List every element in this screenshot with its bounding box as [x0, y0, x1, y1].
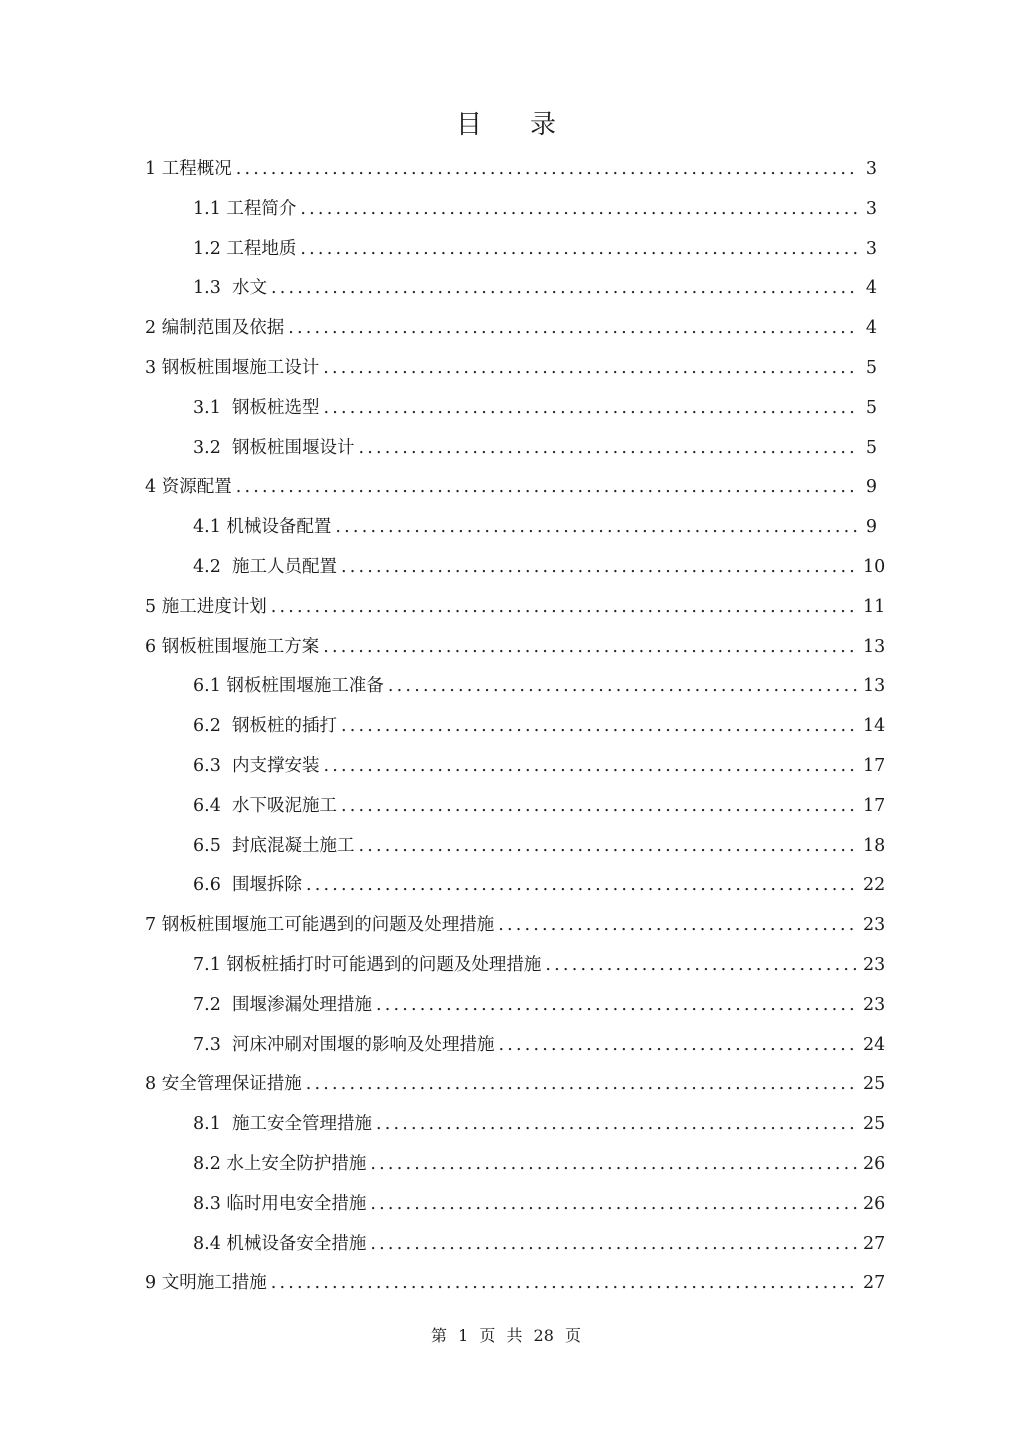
toc-entry-number: 4.1 — [193, 517, 227, 538]
toc-entry-page-number: 13 — [863, 636, 886, 657]
toc-entry-page-number: 3 — [865, 238, 877, 259]
toc-entry-label: 钢板桩的插打 — [231, 716, 337, 737]
toc-entry[interactable] — [145, 986, 886, 1026]
toc-entry-number: 8.2 — [193, 1153, 227, 1174]
toc-entry-page-number: 18 — [863, 835, 886, 856]
toc-entry-label: 钢板桩围堰施工设计 — [161, 357, 320, 378]
toc-entry-label: 工程简介 — [226, 198, 297, 219]
toc-entry-page-number: 11 — [863, 596, 886, 617]
toc-entry[interactable] — [145, 588, 886, 628]
toc-entry-label: 施工安全管理措施 — [231, 1114, 372, 1135]
toc-entry-page-number: 5 — [865, 397, 877, 418]
toc-dot-leader — [370, 1145, 859, 1185]
toc-entry-label: 河床冲刷对围堰的影响及处理措施 — [231, 1034, 495, 1055]
toc-dot-leader — [341, 707, 859, 747]
toc-dot-leader — [335, 508, 859, 548]
toc-entry-label: 钢板桩插打时可能遇到的问题及处理措施 — [226, 954, 542, 975]
toc-entry[interactable] — [145, 1264, 886, 1304]
toc-entry[interactable] — [145, 667, 886, 707]
toc-entry-page-number: 13 — [863, 676, 886, 697]
toc-entry-number: 2 — [145, 318, 162, 339]
toc-entry-number: 3.1 — [193, 397, 232, 418]
toc-entry-page-number: 22 — [863, 875, 886, 896]
toc-entry[interactable] — [145, 1225, 886, 1265]
toc-dot-leader — [358, 429, 859, 469]
toc-dot-leader — [300, 230, 859, 270]
toc-entry[interactable] — [145, 230, 877, 270]
toc-entry-page-number: 10 — [863, 556, 886, 577]
toc-entry-label: 水文 — [231, 278, 267, 299]
toc-entry-number: 7.1 — [193, 954, 227, 975]
toc-entry[interactable] — [145, 349, 877, 389]
toc-dot-leader — [498, 906, 859, 946]
toc-entry-page-number: 3 — [865, 198, 877, 219]
toc-entry-label: 施工人员配置 — [231, 556, 337, 577]
toc-dot-leader — [370, 1225, 859, 1265]
toc-entry-label: 钢板桩围堰设计 — [231, 437, 355, 458]
toc-dot-leader — [271, 269, 859, 309]
toc-dot-leader — [236, 150, 859, 190]
toc-entry-page-number: 23 — [863, 954, 886, 975]
toc-dot-leader — [323, 747, 859, 787]
toc-entry-label: 围堰渗漏处理措施 — [231, 994, 372, 1015]
toc-entry-number: 6.4 — [193, 795, 232, 816]
toc-dot-leader — [388, 667, 859, 707]
toc-entry-page-number: 27 — [863, 1233, 886, 1254]
toc-entry-number: 7 — [145, 915, 162, 936]
toc-entry-label: 施工进度计划 — [161, 596, 267, 617]
toc-entry-number: 8.3 — [193, 1193, 227, 1214]
toc-entry[interactable] — [145, 946, 886, 986]
toc-entry-page-number: 9 — [865, 477, 877, 498]
toc-dot-leader — [341, 548, 859, 588]
toc-entry-number: 4 — [145, 477, 162, 498]
toc-entry-number: 8 — [145, 1074, 162, 1095]
toc-entry-page-number: 3 — [865, 159, 877, 179]
toc-entry-number: 6.2 — [193, 716, 232, 737]
toc-entry[interactable] — [145, 1105, 886, 1145]
toc-entry-label: 机械设备配置 — [226, 517, 332, 538]
toc-entry[interactable] — [145, 707, 886, 747]
toc-entry-page-number: 24 — [863, 1034, 886, 1055]
toc-entry-page-number: 17 — [863, 795, 886, 816]
toc-entry[interactable] — [145, 548, 886, 588]
toc-entry[interactable] — [145, 468, 877, 508]
toc-dot-leader — [358, 827, 859, 867]
toc-entry-label: 内支撑安装 — [231, 755, 320, 776]
toc-entry-page-number: 5 — [865, 357, 877, 378]
toc-dot-leader — [300, 190, 859, 230]
toc-entry-label: 钢板桩围堰施工准备 — [226, 676, 384, 697]
toc-entry-number: 6.6 — [193, 875, 232, 896]
toc-entry[interactable] — [145, 389, 877, 429]
toc-entry-page-number: 25 — [863, 1114, 886, 1135]
toc-entry-number: 5 — [145, 596, 162, 617]
toc-entry[interactable] — [145, 150, 877, 190]
toc-dot-leader — [271, 588, 859, 628]
toc-entry[interactable] — [145, 429, 877, 469]
toc-entry-number: 7.3 — [193, 1034, 232, 1055]
toc-entry-number: 3 — [145, 357, 162, 378]
page-title-char-1: 目 — [455, 110, 482, 140]
toc-entry-label: 文明施工措施 — [161, 1273, 267, 1294]
toc-entry-number: 1.3 — [193, 278, 232, 299]
toc-dot-leader — [271, 1264, 859, 1304]
toc-entry[interactable] — [145, 787, 886, 827]
toc-entry-label: 钢板桩围堰施工方案 — [161, 636, 320, 657]
toc-entry-number: 4.2 — [193, 556, 232, 577]
toc-entry[interactable] — [145, 906, 886, 946]
toc-entry-page-number: 26 — [863, 1193, 886, 1214]
toc-entry-label: 工程概况 — [161, 159, 232, 179]
toc-entry-label: 资源配置 — [161, 477, 232, 498]
toc-entry-number: 1 — [145, 159, 162, 179]
toc-dot-leader — [376, 1105, 859, 1145]
toc-entry-number: 9 — [145, 1273, 162, 1294]
toc-dot-leader — [306, 866, 859, 906]
toc-entry-number: 3.2 — [193, 437, 232, 458]
toc-dot-leader — [288, 309, 859, 349]
toc-entry-page-number: 14 — [863, 716, 886, 737]
toc-entry-page-number: 5 — [865, 437, 877, 458]
toc-dot-leader — [323, 349, 859, 389]
toc-entry-label: 机械设备安全措施 — [226, 1233, 367, 1254]
toc-entry-label: 水上安全防护措施 — [226, 1153, 367, 1174]
toc-entry[interactable] — [145, 1065, 886, 1105]
toc-entry-page-number: 23 — [863, 994, 886, 1015]
toc-entry[interactable] — [145, 628, 886, 668]
page-footer: 第 1 页 共 28 页 — [431, 1326, 581, 1345]
toc-entry[interactable] — [145, 309, 877, 349]
toc-entry-page-number: 4 — [865, 278, 877, 299]
toc-entry-page-number: 4 — [865, 318, 877, 339]
toc-dot-leader — [545, 946, 859, 986]
toc-dot-leader — [306, 1065, 859, 1105]
toc-entry-page-number: 23 — [863, 915, 886, 936]
toc-entry-label: 封底混凝土施工 — [231, 835, 355, 856]
toc-dot-leader — [376, 986, 859, 1026]
toc-entry[interactable] — [145, 1145, 886, 1185]
toc-entry-number: 6.1 — [193, 676, 227, 697]
toc-entry-label: 工程地质 — [226, 238, 297, 259]
toc-entry-label: 编制范围及依据 — [161, 318, 285, 339]
toc-dot-leader — [370, 1185, 859, 1225]
toc-dot-leader — [323, 389, 859, 429]
toc-entry-number: 6.3 — [193, 755, 232, 776]
toc-dot-leader — [341, 787, 859, 827]
toc-entry[interactable] — [145, 747, 886, 787]
toc-entry-page-number: 9 — [865, 517, 877, 538]
toc-entry-number: 1.2 — [193, 238, 227, 259]
toc-entry-label: 临时用电安全措施 — [226, 1193, 367, 1214]
toc-entry[interactable] — [145, 1185, 886, 1225]
toc-entry[interactable] — [145, 190, 877, 230]
toc-entry[interactable] — [145, 269, 877, 309]
toc-entry-number: 8.1 — [193, 1114, 232, 1135]
toc-entry[interactable] — [145, 508, 877, 548]
toc-entry-page-number: 17 — [863, 755, 886, 776]
toc-entry-number: 6 — [145, 636, 162, 657]
toc-entry[interactable] — [145, 1026, 886, 1066]
toc-entry-label: 钢板桩围堰施工可能遇到的问题及处理措施 — [161, 915, 495, 936]
toc-entry[interactable] — [145, 827, 886, 867]
toc-entry-label: 围堰拆除 — [231, 875, 302, 896]
toc-entry-page-number: 25 — [863, 1074, 886, 1095]
toc-dot-leader — [323, 628, 859, 668]
toc-entry[interactable] — [145, 866, 886, 906]
toc-entry-page-number: 27 — [863, 1273, 886, 1294]
toc-entry-page-number: 26 — [863, 1153, 886, 1174]
toc-entry-label: 水下吸泥施工 — [231, 795, 337, 816]
toc-entry-number: 6.5 — [193, 835, 232, 856]
toc-entry-number: 8.4 — [193, 1233, 227, 1254]
toc-dot-leader — [236, 468, 859, 508]
table-of-contents — [145, 150, 886, 1304]
page-title-char-2: 录 — [530, 110, 557, 140]
toc-entry-number: 1.1 — [193, 198, 227, 219]
toc-dot-leader — [498, 1026, 859, 1066]
page-title — [0, 104, 1012, 141]
toc-entry-label: 钢板桩选型 — [231, 397, 320, 418]
toc-entry-label: 安全管理保证措施 — [161, 1074, 302, 1095]
toc-entry-number: 7.2 — [193, 994, 232, 1015]
